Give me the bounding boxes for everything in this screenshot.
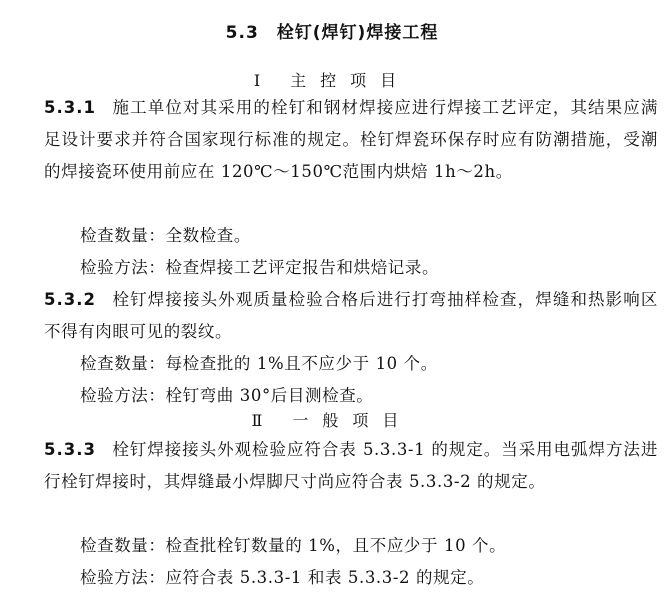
subheading-label: 一般项目 [292,411,413,430]
subheading-general-items [0,406,664,436]
check-method-5-3-1: 检验方法：检查焊接工艺评定报告和烘焙记录。 [80,258,440,277]
clause-5-3-1 [44,92,658,188]
subheading-roman-numeral: Ⅱ [251,411,265,430]
clause-text: 栓钉焊接接头外观质量检验合格后进行打弯抽样检查，焊缝和热影响区不得有肉眼可见的裂纹。 [44,290,658,341]
subheading-roman-numeral: Ⅰ [253,71,263,90]
subheading-label: 主控项目 [290,71,411,90]
clause-text: 栓钉焊接接头外观检验应符合表 5.3.3-1 的规定。当采用电弧焊方法进行栓钉焊接时，其焊缝最小焊脚尺寸尚应符合表 5.3.3-2 的规定。 [44,440,658,491]
check-method-5-3-3: 检验方法：应符合表 5.3.3-1 和表 5.3.3-2 的规定。 [80,568,485,587]
section-title: 5.3 栓钉(焊钉)焊接工程 [225,23,439,43]
clause-number: 5.3.2 [44,290,96,309]
check-method-5-3-2: 检验方法：栓钉弯曲 30°后目测检查。 [80,386,374,405]
clause-text: 施工单位对其采用的栓钉和钢材焊接应进行焊接工艺评定，其结果应满足设计要求并符合国家现行标准的规定。栓钉焊瓷环保存时应有防潮措施，受潮的焊接瓷环使用前应在 120℃～150℃范围内烘焙 1h～2h。 [44,98,658,181]
clause-5-3-2 [44,284,658,348]
check-quantity-5-3-1: 检查数量：全数检查。 [80,226,251,245]
clause-5-3-3 [44,434,658,498]
clause-number: 5.3.1 [44,98,96,117]
check-quantity-5-3-3: 检查数量：检查批栓钉数量的 1%，且不应少于 10 个。 [80,536,507,555]
check-quantity-5-3-2: 检查数量：每检查批的 1%且不应少于 10 个。 [80,354,438,373]
clause-number: 5.3.3 [44,440,96,459]
